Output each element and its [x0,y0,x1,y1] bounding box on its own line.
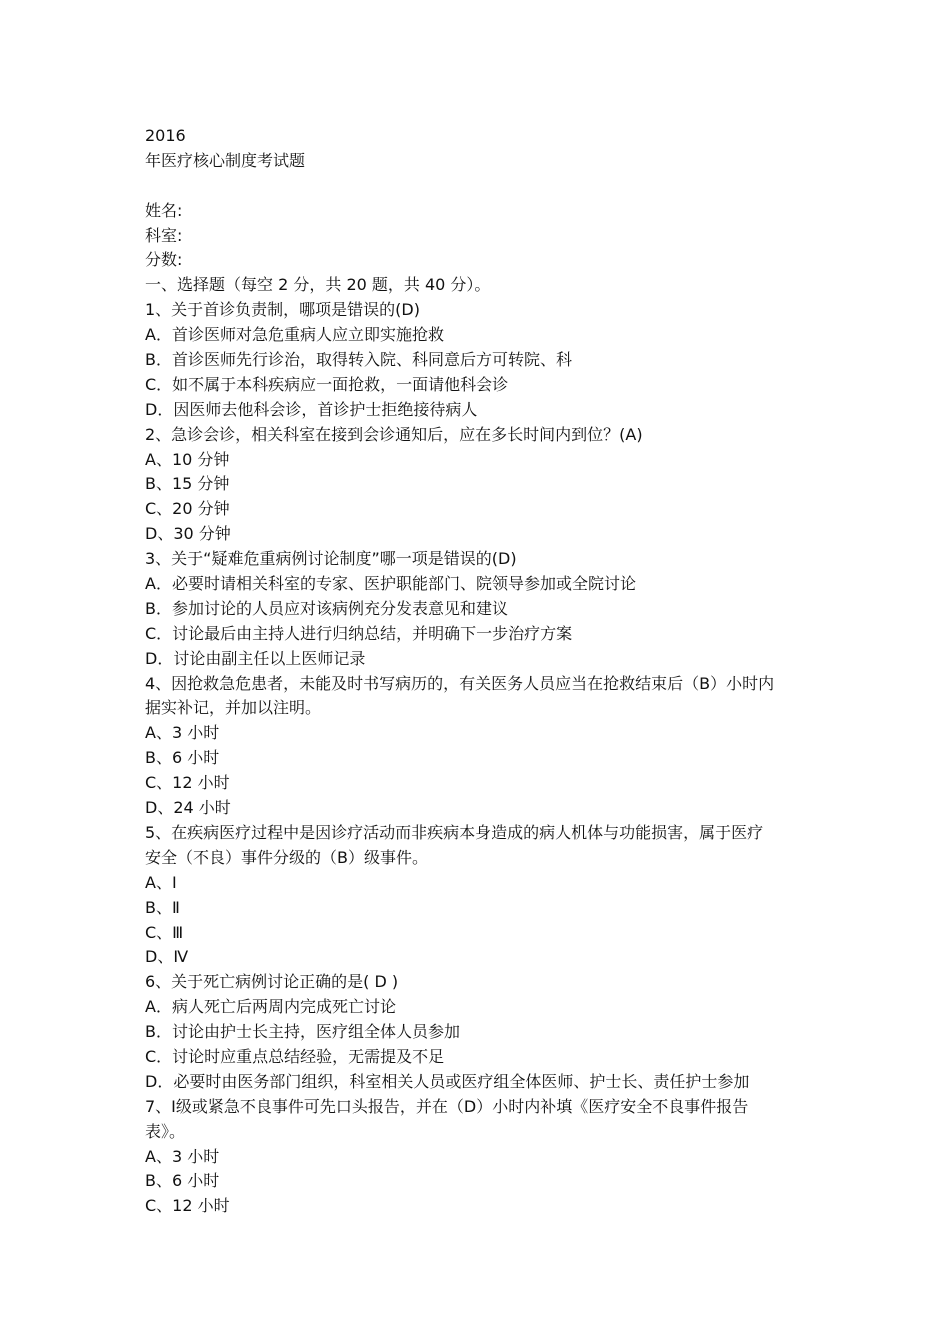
option-a: A、3 小时 [145,1146,220,1166]
option-d: D．讨论由副主任以上医师记录 [145,648,366,668]
department-field-label: 科室: [145,225,183,245]
option-b: B、15 分钟 [145,474,230,494]
option-c: C、20 分钟 [145,499,230,519]
question-text: 2、急诊会诊，相关科室在接到会诊通知后，应在多长时间内到位？(A) [145,424,643,444]
name-field-label: 姓名: [145,200,183,220]
score-field-label: 分数: [145,250,183,270]
question-7 [145,1095,825,1219]
option-c: C、Ⅲ [145,922,184,942]
spacer [145,174,825,199]
question-text-continued: 表》。 [145,1121,186,1141]
question-2 [145,423,825,547]
question-text: 4、因抢救急危患者，未能及时书写病历的，有关医务人员应当在抢救结束后（B）小时内 [145,673,775,693]
question-1 [145,298,825,422]
document-year: 2016 [145,126,186,145]
option-b: B、Ⅱ [145,897,180,917]
document-title: 年医疗核心制度考试题 [145,150,306,170]
option-d: D．因医师去他科会诊，首诊护士拒绝接待病人 [145,399,478,419]
option-a: A．病人死亡后两周内完成死亡讨论 [145,997,396,1017]
question-text-continued: 据实补记，并加以注明。 [145,698,322,718]
option-a: A、10 分钟 [145,449,230,469]
question-text: 5、在疾病医疗过程中是因诊疗活动而非疾病本身造成的病人机体与功能损害，属于医疗 [145,822,764,842]
question-6 [145,970,825,1094]
option-d: D．必要时由医务部门组织，科室相关人员或医疗组全体医师、护士长、责任护士参加 [145,1071,750,1091]
option-c: C、12 小时 [145,1196,230,1216]
question-4 [145,672,825,821]
question-text-continued: 安全（不良）事件分级的（B）级事件。 [145,847,428,867]
option-a: A．必要时请相关科室的专家、医护职能部门、院领导参加或全院讨论 [145,574,636,594]
question-text: 7、Ⅰ级或紧急不良事件可先口头报告，并在（D）小时内补填《医疗安全不良事件报告 [145,1096,749,1116]
option-b: B、6 小时 [145,1171,220,1191]
exam-document [145,124,825,1219]
option-d: D、24 小时 [145,798,231,818]
question-5 [145,821,825,970]
option-a: A、3 小时 [145,723,220,743]
question-text: 6、关于死亡病例讨论正确的是( D ) [145,972,399,992]
option-b: B、6 小时 [145,748,220,768]
option-d: D、30 分钟 [145,524,231,544]
option-a: A、Ⅰ [145,872,177,892]
section-heading: 一、选择题（每空 2 分，共 20 题，共 40 分）。 [145,275,491,295]
option-a: A．首诊医师对急危重病人应立即实施抢救 [145,325,444,345]
question-text: 3、关于“疑难危重病例讨论制度”哪一项是错误的(D) [145,549,517,569]
option-c: C．如不属于本科疾病应一面抢救，一面请他科会诊 [145,374,509,394]
option-c: C．讨论时应重点总结经验，无需提及不足 [145,1046,445,1066]
option-b: B．参加讨论的人员应对该病例充分发表意见和建议 [145,598,508,618]
option-b: B．讨论由护士长主持，医疗组全体人员参加 [145,1022,460,1042]
question-3 [145,547,825,671]
option-c: C、12 小时 [145,773,230,793]
option-c: C．讨论最后由主持人进行归纳总结，并明确下一步治疗方案 [145,623,573,643]
option-d: D、Ⅳ [145,947,189,967]
question-text: 1、关于首诊负责制，哪项是错误的(D) [145,300,420,320]
option-b: B．首诊医师先行诊治，取得转入院、科同意后方可转院、科 [145,350,572,370]
